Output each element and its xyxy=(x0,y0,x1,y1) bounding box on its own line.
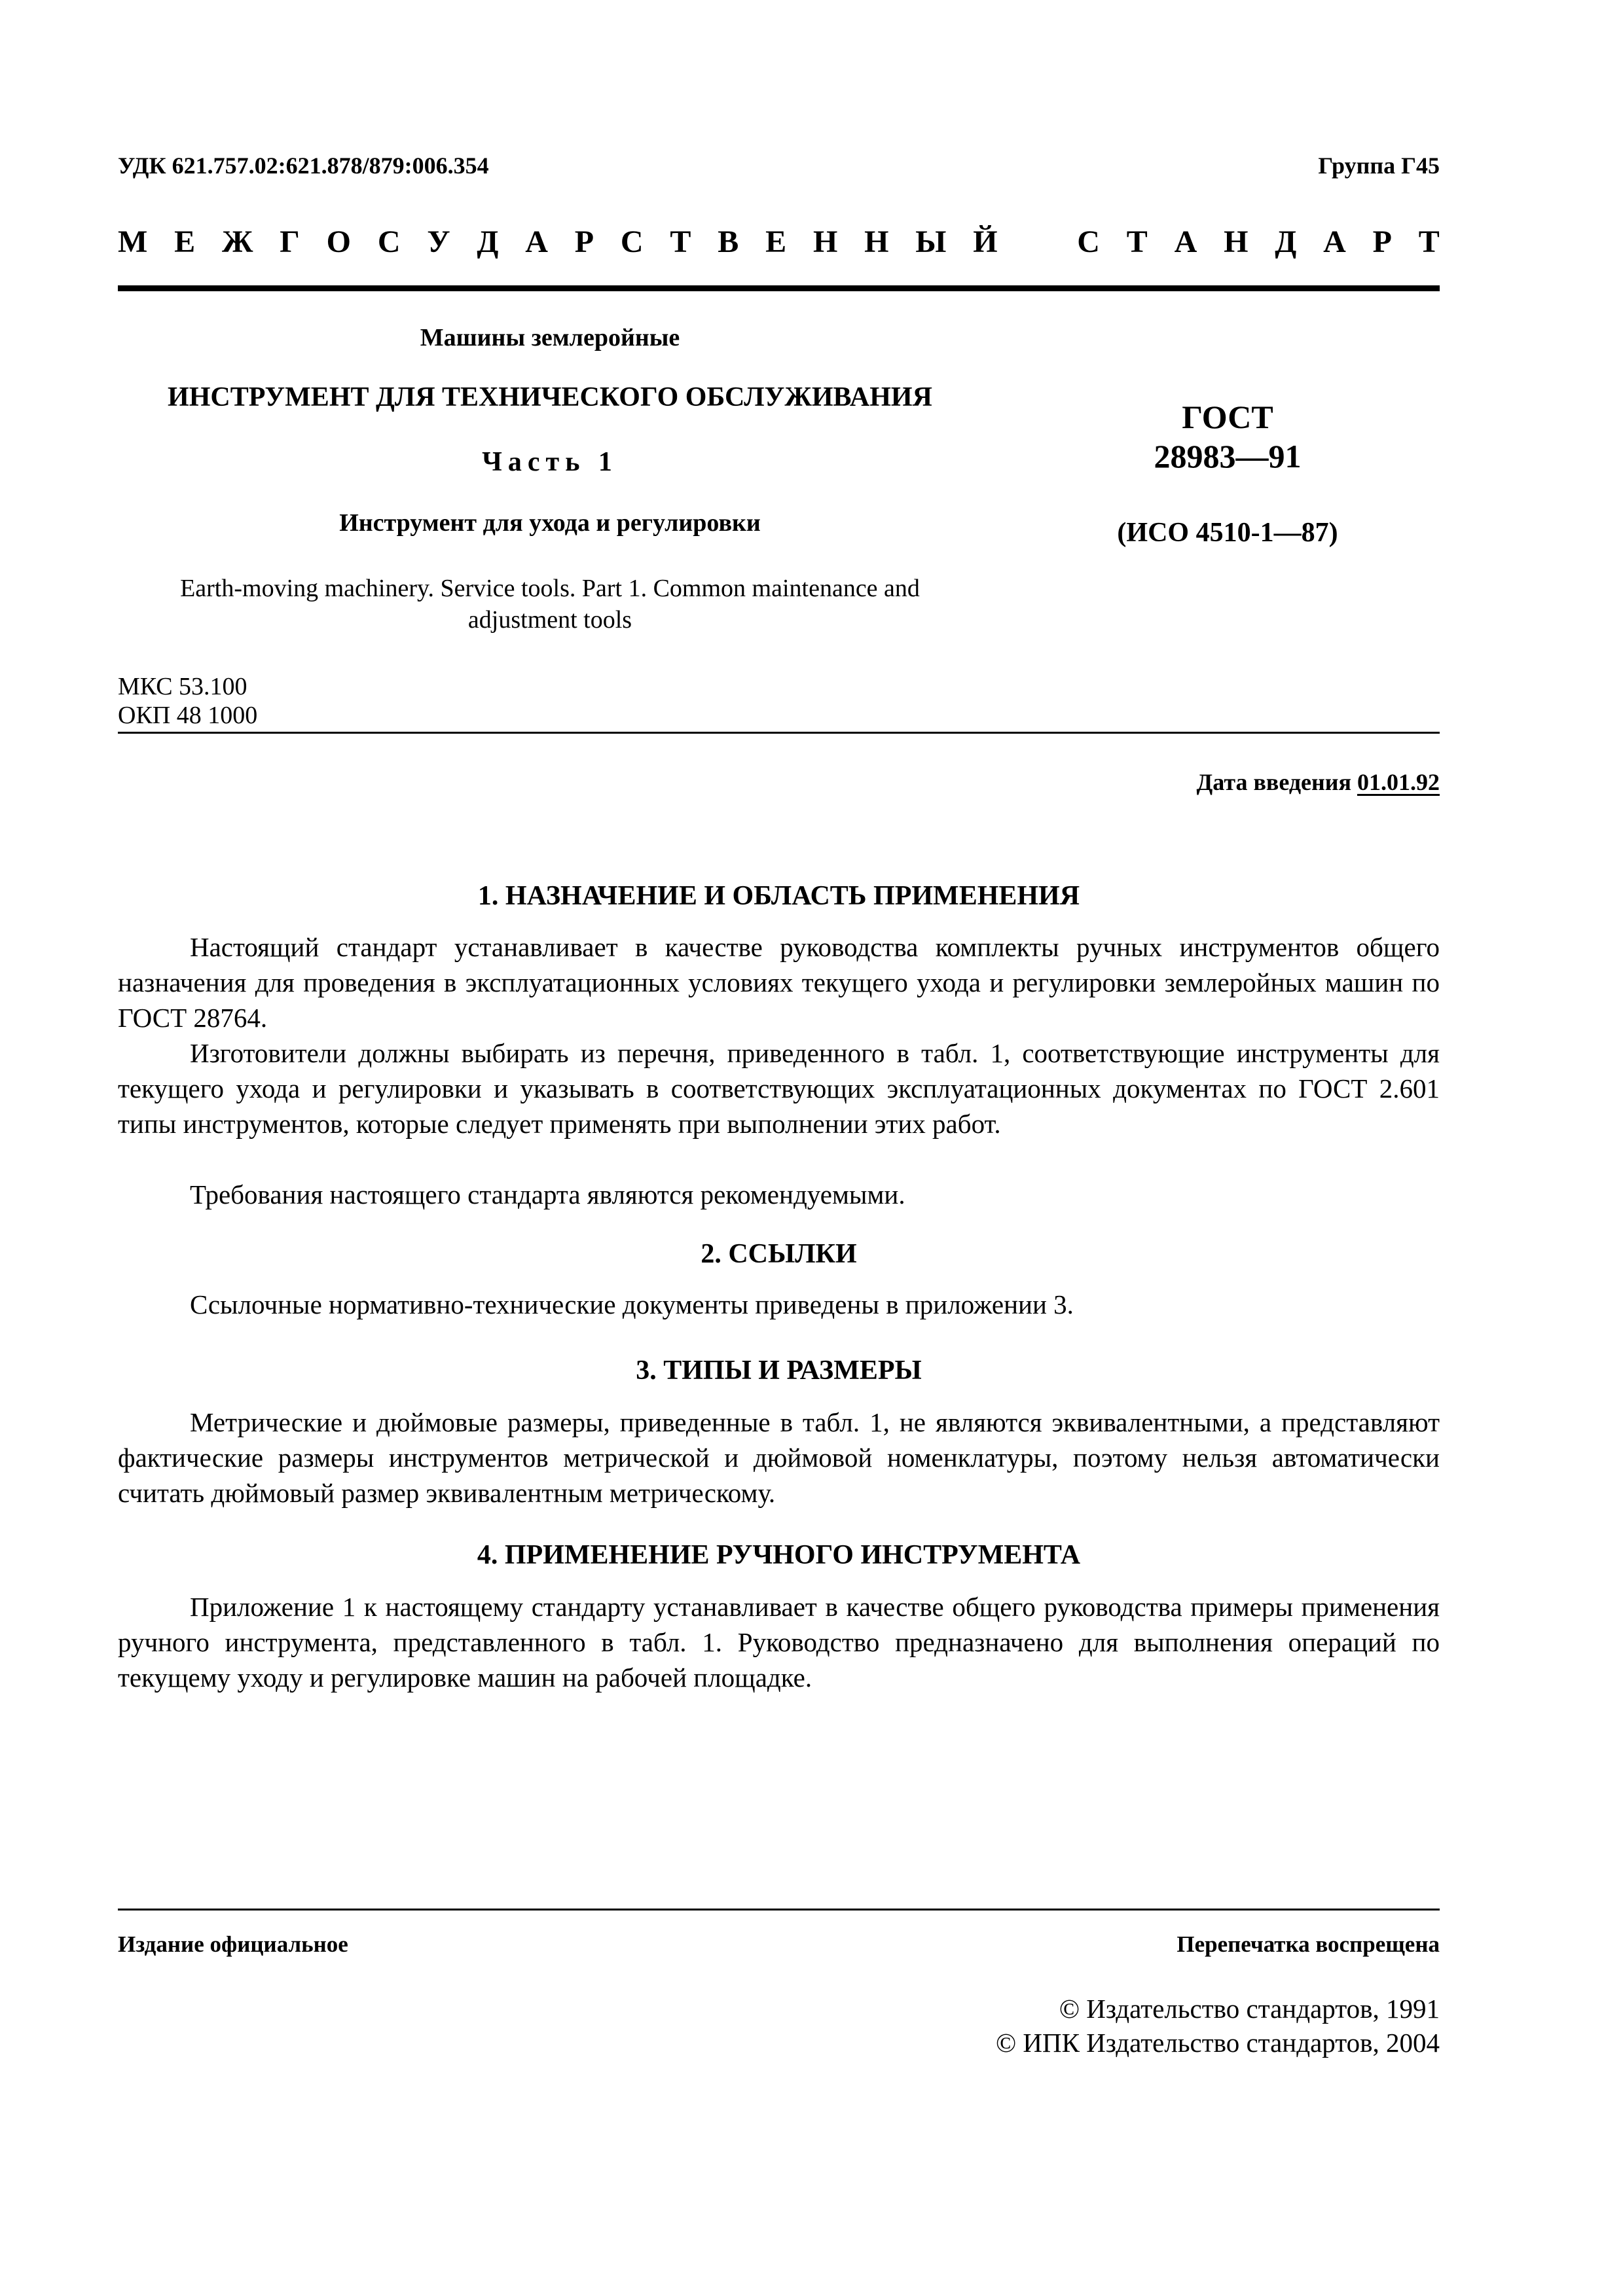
paragraph: Требования настоящего стандарта являются рекомендуемыми. xyxy=(190,1179,905,1210)
part-label: Часть 1 xyxy=(482,447,618,477)
paragraph: Ссылочные нормативно-технические документы приведены в приложении 3. xyxy=(190,1289,1074,1319)
paragraph: Настоящий стандарт устанавливает в качестве руководства комплекты ручных инструментов общего назначения для проведения в эксплуатационных условиях текущего ухода и регулировки землеройных машин по ГОСТ 28764. xyxy=(118,932,1440,1033)
gost-number: 28983—91 xyxy=(1154,438,1302,475)
heading-letter: Р xyxy=(574,224,594,259)
heading-letter: О xyxy=(326,224,351,259)
document-subtitle: Инструмент для ухода и регулировки xyxy=(339,509,761,537)
heading-letter: Е xyxy=(765,224,787,259)
interstate-standard-heading xyxy=(118,224,1440,260)
heading-letter: М xyxy=(118,224,148,259)
heading-letter: С xyxy=(377,224,401,259)
gost-designation xyxy=(1064,397,1391,476)
paragraph: Приложение 1 к настоящему стандарту устанавливает в качестве общего руководства примеры применения ручного инструмента, представленного в табл. 1. Руководство предназначено для выполнения операций по текущему уходу и регулировке машин на рабочей площадке. xyxy=(118,1592,1440,1693)
paragraph: Метрические и дюймовые размеры, приведенные в табл. 1, не являются эквивалентными, а представляют фактические размеры инструментов метрической и дюймовой номенклатуры, поэтому нельзя автоматически считать дюймовый размер эквивалентным метрическому. xyxy=(118,1407,1440,1508)
copyright-line: © ИПК Издательство стандартов, 2004 xyxy=(995,2028,1440,2058)
document-title: ИНСТРУМЕНТ ДЛЯ ТЕХНИЧЕСКОГО ОБСЛУЖИВАНИЯ xyxy=(168,382,932,412)
heading-letter: А xyxy=(525,224,548,259)
copyright-block xyxy=(996,1992,1440,2060)
intro-date-label: Дата введения xyxy=(1196,769,1351,795)
reprint-prohibited-note: Перепечатка воспрещена xyxy=(1176,1931,1440,1957)
title-block-rule xyxy=(118,732,1440,734)
heading-word-gap xyxy=(1024,224,1050,260)
heading-letter: А xyxy=(1323,224,1346,259)
section-title: 2. ССЫЛКИ xyxy=(701,1239,857,1269)
intro-date-value: 01.01.92 xyxy=(1357,769,1440,795)
heading-letter: Н xyxy=(1224,224,1249,259)
section-title: 4. ПРИМЕНЕНИЕ РУЧНОГО ИНСТРУМЕНТА xyxy=(477,1540,1081,1570)
heading-letter: Й xyxy=(973,224,998,259)
mks-code: МКС 53.100 xyxy=(118,673,247,700)
heading-letter: Ж xyxy=(221,224,253,259)
heading-letter: Д xyxy=(1275,224,1297,259)
paragraph: Изготовители должны выбирать из перечня, приведенного в табл. 1, соответствующие инструменты для текущего ухода и регулировки и указывать в соответствующих эксплуатационных документах по ГОСТ 2.601 типы инструментов, которые следует применять при выполнении этих работ. xyxy=(118,1038,1440,1139)
heading-letter: Р xyxy=(1372,224,1392,259)
heading-letter: Т xyxy=(670,224,691,259)
heading-letter: А xyxy=(1174,224,1197,259)
introduction-date xyxy=(1197,768,1440,796)
classification-codes xyxy=(118,672,257,730)
english-title: Earth-moving machinery. Service tools. Part 1. Common maintenance and adjustment tools xyxy=(180,575,920,634)
header-rule xyxy=(118,285,1440,291)
heading-letter: Ы xyxy=(915,224,947,259)
heading-letter: У xyxy=(427,224,450,259)
okp-code: ОКП 48 1000 xyxy=(118,702,258,729)
heading-letter: Д xyxy=(477,224,499,259)
udk-code: УДК 621.757.02:621.878/879:006.354 xyxy=(118,152,489,179)
heading-letter: Т xyxy=(1126,224,1148,259)
iso-reference: (ИСО 4510-1—87) xyxy=(1117,518,1338,548)
footer-rule xyxy=(118,1909,1440,1910)
copyright-line: © Издательство стандартов, 1991 xyxy=(1059,1994,1440,2024)
heading-letter: Е xyxy=(174,224,196,259)
heading-letter: С xyxy=(1077,224,1100,259)
heading-letter: Г xyxy=(280,224,300,259)
heading-letter: Н xyxy=(812,224,838,259)
heading-letter: Т xyxy=(1418,224,1440,259)
heading-letter: В xyxy=(718,224,739,259)
section-title: 3. ТИПЫ И РАЗМЕРЫ xyxy=(636,1355,922,1386)
group-code: Группа Г45 xyxy=(1318,152,1440,179)
gost-label: ГОСТ xyxy=(1182,399,1273,435)
heading-letter: С xyxy=(620,224,644,259)
official-edition-note: Издание официальное xyxy=(118,1931,348,1957)
section-title: 1. НАЗНАЧЕНИЕ И ОБЛАСТЬ ПРИМЕНЕНИЯ xyxy=(477,881,1080,911)
subject-line: Машины землеройные xyxy=(420,324,680,351)
heading-letter: Н xyxy=(864,224,889,259)
